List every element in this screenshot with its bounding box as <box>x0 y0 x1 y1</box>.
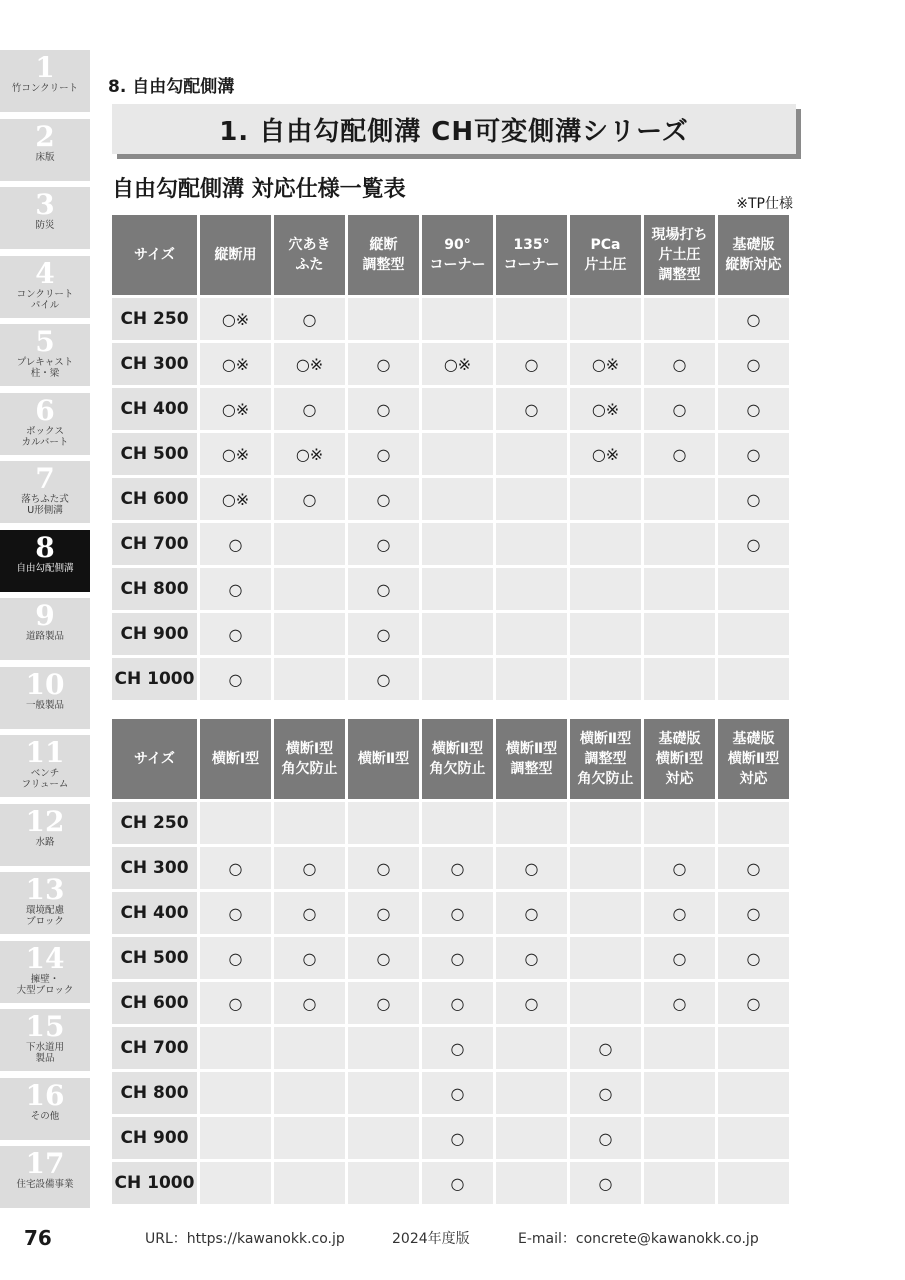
spec-cell <box>718 1162 789 1204</box>
section-heading: 8. 自由勾配側溝 <box>108 77 235 97</box>
table-row <box>112 937 789 979</box>
table-header-row <box>112 719 789 799</box>
spec-cell <box>274 658 345 700</box>
column-header: 横断Ⅱ型 <box>348 719 419 799</box>
side-tab-number: 13 <box>25 873 65 906</box>
size-cell: CH 800 <box>112 1072 197 1114</box>
spec-cell <box>200 1162 271 1204</box>
spec-cell: ○ <box>422 1072 493 1114</box>
side-tab-number: 8 <box>35 530 55 564</box>
side-tab-label: 一般製品 <box>25 699 64 711</box>
spec-cell: ○※ <box>200 343 271 385</box>
side-tab-number: 16 <box>25 1078 65 1112</box>
spec-cell: ○ <box>348 343 419 385</box>
side-tab-label: 自由勾配側溝 <box>16 562 74 574</box>
column-header: PCa 片土圧 <box>570 215 641 295</box>
column-header: 縦断 調整型 <box>348 215 419 295</box>
side-tab-number: 12 <box>25 804 65 838</box>
side-tab-number: 4 <box>35 256 55 290</box>
column-header: 基礎版 横断Ⅱ型 対応 <box>718 719 789 799</box>
spec-cell: ○ <box>718 478 789 520</box>
table-row <box>112 568 789 610</box>
side-tab-7[interactable] <box>0 461 90 523</box>
side-tab-label: 床版 <box>35 151 55 163</box>
side-tab-label: 擁壁・ 大型ブロック <box>16 973 74 996</box>
spec-cell: ○ <box>422 1117 493 1159</box>
spec-cell <box>644 802 715 844</box>
spec-cell <box>200 1117 271 1159</box>
spec-cell <box>496 433 567 475</box>
spec-cell <box>496 658 567 700</box>
spec-cell: ○ <box>274 388 345 430</box>
side-tab-label: 環境配慮 ブロック <box>25 905 64 927</box>
side-tab-number: 5 <box>35 325 55 358</box>
spec-cell <box>274 568 345 610</box>
spec-cell: ○ <box>570 1117 641 1159</box>
side-tab-14[interactable] <box>0 941 90 1003</box>
page-title: 1. 自由勾配側溝 CH可変側溝シリーズ <box>219 116 689 147</box>
side-tab-number: 7 <box>35 462 55 495</box>
spec-cell: ○ <box>718 388 789 430</box>
spec-cell <box>570 892 641 934</box>
spec-cell: ○ <box>496 343 567 385</box>
spec-cell: ○ <box>496 847 567 889</box>
tp-note: ※TP仕様 <box>736 196 793 212</box>
spec-cell: ○ <box>348 892 419 934</box>
table-row <box>112 892 789 934</box>
spec-cell <box>570 937 641 979</box>
spec-cell: ○※ <box>200 298 271 340</box>
spec-cell <box>348 1072 419 1114</box>
table-row <box>112 1162 789 1204</box>
spec-cell: ○ <box>200 937 271 979</box>
column-header: 90° コーナー <box>422 215 493 295</box>
spec-cell <box>718 1027 789 1069</box>
spec-cell: ○ <box>644 343 715 385</box>
spec-cell: ○ <box>200 613 271 655</box>
spec-cell <box>644 1027 715 1069</box>
side-tab-number: 1 <box>35 51 55 84</box>
column-header: 135° コーナー <box>496 215 567 295</box>
spec-cell <box>496 1072 567 1114</box>
size-cell: CH 250 <box>112 802 197 844</box>
spec-cell <box>348 1117 419 1159</box>
spec-cell <box>644 1162 715 1204</box>
spec-cell: ○ <box>496 982 567 1024</box>
spec-cell: ○※ <box>200 388 271 430</box>
side-tab-6[interactable] <box>0 393 90 455</box>
side-tab-17[interactable] <box>0 1146 90 1208</box>
side-tab-11[interactable] <box>0 735 90 797</box>
spec-cell: ○ <box>644 847 715 889</box>
spec-cell <box>570 802 641 844</box>
side-tab-10[interactable] <box>0 667 90 729</box>
spec-cell <box>274 1117 345 1159</box>
spec-cell: ○ <box>274 982 345 1024</box>
spec-cell <box>422 523 493 565</box>
spec-cell <box>200 802 271 844</box>
spec-cell: ○ <box>644 433 715 475</box>
side-tab-15[interactable] <box>0 1009 90 1071</box>
size-cell: CH 900 <box>112 1117 197 1159</box>
spec-cell: ○ <box>348 613 419 655</box>
side-tab-9[interactable] <box>0 598 90 660</box>
spec-cell <box>274 1072 345 1114</box>
title-bar <box>112 104 796 154</box>
spec-cell <box>644 1072 715 1114</box>
spec-cell <box>422 802 493 844</box>
table-row <box>112 343 789 385</box>
spec-cell: ○※ <box>200 433 271 475</box>
spec-cell: ○ <box>200 892 271 934</box>
side-tab-label: ベンチ フリューム <box>21 768 69 790</box>
spec-cell <box>200 1072 271 1114</box>
spec-cell: ○ <box>200 847 271 889</box>
table-row <box>112 478 789 520</box>
table-row <box>112 388 789 430</box>
spec-cell <box>644 613 715 655</box>
side-tab-label: 水路 <box>35 836 55 848</box>
spec-cell: ○ <box>718 937 789 979</box>
spec-cell: ○ <box>422 937 493 979</box>
spec-cell: ○※ <box>570 388 641 430</box>
side-tab-3[interactable] <box>0 187 90 249</box>
column-header: 横断Ⅰ型 <box>200 719 271 799</box>
side-tab-8[interactable] <box>0 530 90 592</box>
spec-cell <box>422 433 493 475</box>
column-header: 穴あき ふた <box>274 215 345 295</box>
spec-cell: ○ <box>422 847 493 889</box>
spec-cell <box>718 1072 789 1114</box>
table-row <box>112 298 789 340</box>
spec-cell <box>570 658 641 700</box>
spec-cell <box>718 1117 789 1159</box>
spec-cell: ○ <box>644 937 715 979</box>
spec-cell: ○ <box>496 937 567 979</box>
spec-cell: ○ <box>496 892 567 934</box>
spec-cell: ○ <box>348 523 419 565</box>
spec-cell <box>348 1027 419 1069</box>
side-tab-number: 2 <box>35 119 55 153</box>
spec-cell: ○ <box>422 1027 493 1069</box>
spec-cell <box>496 298 567 340</box>
side-tab-label: 防災 <box>35 220 55 231</box>
spec-cell: ○※ <box>570 343 641 385</box>
spec-cell: ○ <box>348 847 419 889</box>
table-row <box>112 847 789 889</box>
spec-cell: ○ <box>718 523 789 565</box>
side-tab-number: 10 <box>25 667 65 701</box>
column-header-size: サイズ <box>112 215 197 295</box>
spec-cell: ○ <box>422 1162 493 1204</box>
size-cell: CH 400 <box>112 388 197 430</box>
table-row <box>112 1117 789 1159</box>
table-row <box>112 802 789 844</box>
spec-cell <box>422 478 493 520</box>
spec-cell: ○ <box>718 892 789 934</box>
spec-cell: ○ <box>570 1072 641 1114</box>
column-header: 横断Ⅰ型 角欠防止 <box>274 719 345 799</box>
spec-cell: ○ <box>348 658 419 700</box>
spec-cell: ○ <box>718 433 789 475</box>
spec-cell: ○ <box>200 982 271 1024</box>
column-header: 横断Ⅱ型 調整型 <box>496 719 567 799</box>
spec-cell <box>570 613 641 655</box>
spec-cell <box>496 1117 567 1159</box>
size-cell: CH 500 <box>112 937 197 979</box>
column-header-size: サイズ <box>112 719 197 799</box>
spec-cell: ○ <box>200 523 271 565</box>
spec-cell <box>274 523 345 565</box>
side-tab-label: コンクリート パイル <box>16 288 74 311</box>
spec-cell <box>422 658 493 700</box>
side-tab-label: その他 <box>30 1110 60 1122</box>
side-tab-label: 住宅設備事業 <box>16 1179 74 1190</box>
table-row <box>112 1027 789 1069</box>
spec-cell: ○ <box>274 478 345 520</box>
table-row <box>112 982 789 1024</box>
side-tab-2[interactable] <box>0 119 90 181</box>
spec-cell <box>644 1117 715 1159</box>
table-row <box>112 433 789 475</box>
side-tab-number: 15 <box>25 1010 65 1043</box>
side-tab-12[interactable] <box>0 804 90 866</box>
spec-cell: ○ <box>274 937 345 979</box>
footer-email[interactable]: E-mail：concrete@kawanokk.co.jp <box>518 1231 759 1247</box>
column-header: 縦断用 <box>200 215 271 295</box>
spec-cell <box>496 613 567 655</box>
side-tab-4[interactable] <box>0 256 90 318</box>
spec-cell: ○ <box>274 847 345 889</box>
spec-cell <box>274 1027 345 1069</box>
spec-cell <box>718 658 789 700</box>
spec-cell <box>644 658 715 700</box>
side-tab-label: プレキャスト 柱・梁 <box>16 357 74 379</box>
column-header: 基礎版 縦断対応 <box>718 215 789 295</box>
table-header-row <box>112 215 789 295</box>
side-tab-number: 11 <box>25 736 65 769</box>
column-header: 横断Ⅱ型 調整型 角欠防止 <box>570 719 641 799</box>
spec-cell <box>644 478 715 520</box>
spec-cell <box>496 568 567 610</box>
size-cell: CH 600 <box>112 982 197 1024</box>
page-number: 76 <box>24 1226 52 1250</box>
spec-table-transverse <box>109 716 792 1207</box>
spec-cell <box>274 613 345 655</box>
spec-cell <box>200 1027 271 1069</box>
spec-cell: ○ <box>570 1162 641 1204</box>
spec-cell: ○ <box>274 298 345 340</box>
spec-cell: ○ <box>644 892 715 934</box>
spec-cell: ○ <box>570 1027 641 1069</box>
spec-cell <box>422 388 493 430</box>
side-tab-label: ボックス カルバート <box>21 425 69 448</box>
size-cell: CH 300 <box>112 343 197 385</box>
spec-cell: ○ <box>718 343 789 385</box>
spec-cell <box>718 568 789 610</box>
table-row <box>112 523 789 565</box>
side-tab-label: 竹コンクリート <box>11 83 79 94</box>
spec-cell <box>570 523 641 565</box>
spec-cell: ○ <box>200 658 271 700</box>
spec-cell <box>348 298 419 340</box>
size-cell: CH 1000 <box>112 1162 197 1204</box>
table-row <box>112 658 789 700</box>
spec-cell <box>570 568 641 610</box>
spec-cell <box>496 1162 567 1204</box>
side-tab-number: 17 <box>25 1147 65 1180</box>
spec-cell <box>274 1162 345 1204</box>
spec-cell: ○※ <box>274 343 345 385</box>
spec-cell <box>718 802 789 844</box>
spec-cell: ○ <box>422 892 493 934</box>
spec-cell <box>644 298 715 340</box>
size-cell: CH 250 <box>112 298 197 340</box>
table-subtitle: 自由勾配側溝 対応仕様一覧表 <box>112 177 406 202</box>
spec-cell: ○ <box>348 433 419 475</box>
spec-cell: ○ <box>348 388 419 430</box>
size-cell: CH 400 <box>112 892 197 934</box>
spec-cell: ○ <box>348 568 419 610</box>
spec-cell: ○※ <box>274 433 345 475</box>
table-row <box>112 613 789 655</box>
spec-cell: ○ <box>348 937 419 979</box>
spec-cell <box>496 523 567 565</box>
spec-cell <box>570 982 641 1024</box>
spec-cell <box>348 1162 419 1204</box>
size-cell: CH 700 <box>112 523 197 565</box>
spec-cell: ○※ <box>422 343 493 385</box>
column-header: 現場打ち 片土圧 調整型 <box>644 215 715 295</box>
side-tab-5[interactable] <box>0 324 90 386</box>
spec-cell: ○ <box>348 478 419 520</box>
spec-cell: ○ <box>496 388 567 430</box>
spec-cell: ○ <box>348 982 419 1024</box>
spec-cell: ○ <box>274 892 345 934</box>
size-cell: CH 600 <box>112 478 197 520</box>
spec-cell <box>570 847 641 889</box>
footer-edition: 2024年度版 <box>392 1231 470 1247</box>
spec-cell <box>496 802 567 844</box>
side-tab-number: 3 <box>35 188 55 221</box>
spec-cell <box>718 613 789 655</box>
column-header: 横断Ⅱ型 角欠防止 <box>422 719 493 799</box>
spec-cell <box>644 523 715 565</box>
side-tab-label: 落ちふた式 U形側溝 <box>21 494 69 516</box>
side-tab-number: 14 <box>25 941 65 975</box>
footer-url[interactable]: URL：https://kawanokk.co.jp <box>145 1231 345 1247</box>
spec-cell: ○ <box>718 847 789 889</box>
spec-cell: ○※ <box>570 433 641 475</box>
size-cell: CH 800 <box>112 568 197 610</box>
spec-cell <box>644 568 715 610</box>
spec-cell: ○ <box>644 982 715 1024</box>
side-tab-label: 道路製品 <box>25 631 64 642</box>
side-tab-13[interactable] <box>0 872 90 934</box>
table-row <box>112 1072 789 1114</box>
side-tab-16[interactable] <box>0 1078 90 1140</box>
spec-cell <box>570 298 641 340</box>
size-cell: CH 700 <box>112 1027 197 1069</box>
column-header: 基礎版 横断Ⅰ型 対応 <box>644 719 715 799</box>
side-tab-label: 下水道用 製品 <box>25 1042 64 1064</box>
spec-cell <box>496 1027 567 1069</box>
spec-cell: ○ <box>644 388 715 430</box>
spec-cell: ○ <box>718 982 789 1024</box>
spec-cell <box>422 568 493 610</box>
spec-cell <box>274 802 345 844</box>
size-cell: CH 300 <box>112 847 197 889</box>
spec-cell <box>348 802 419 844</box>
size-cell: CH 1000 <box>112 658 197 700</box>
spec-cell: ○※ <box>200 478 271 520</box>
side-tab-number: 9 <box>35 599 55 632</box>
size-cell: CH 500 <box>112 433 197 475</box>
spec-cell <box>422 613 493 655</box>
side-tab-1[interactable] <box>0 50 90 112</box>
spec-cell: ○ <box>200 568 271 610</box>
spec-cell: ○ <box>718 298 789 340</box>
spec-cell: ○ <box>422 982 493 1024</box>
spec-cell <box>422 298 493 340</box>
spec-cell <box>496 478 567 520</box>
side-tab-number: 6 <box>35 393 55 427</box>
spec-table-vertical <box>109 212 792 703</box>
size-cell: CH 900 <box>112 613 197 655</box>
spec-cell <box>570 478 641 520</box>
